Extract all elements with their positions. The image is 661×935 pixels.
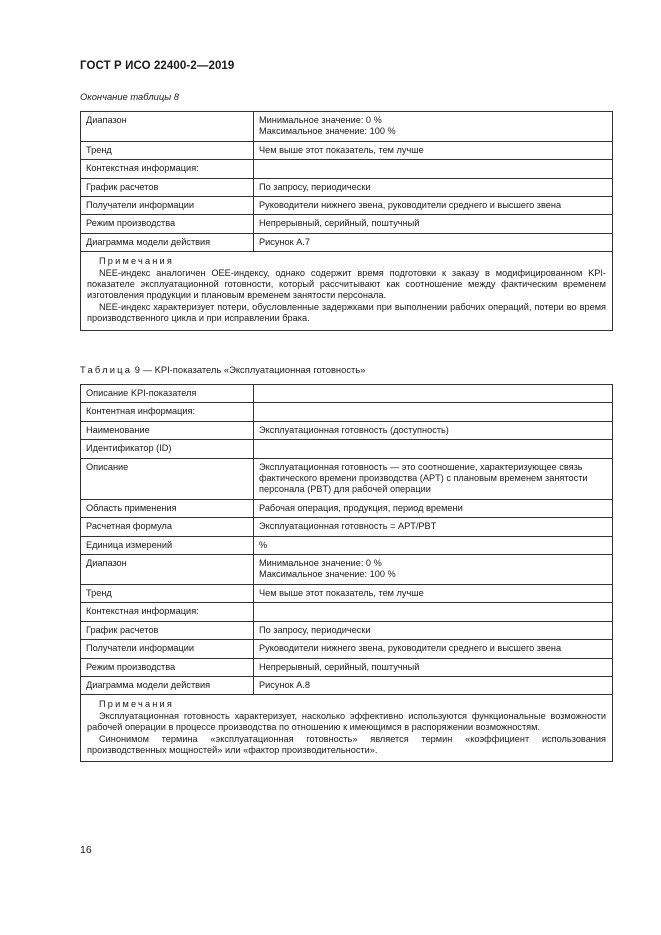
table9-note-title: Примечания (99, 699, 175, 710)
row-value (254, 197, 613, 215)
table-row (81, 233, 613, 251)
row-label: Тренд (81, 141, 254, 159)
row-value (254, 603, 613, 621)
row-label: График расчетов (81, 178, 254, 196)
row-value-line: Чем выше этот показатель, тем лучше (259, 587, 424, 598)
row-value (254, 640, 613, 658)
row-label: Описание (81, 458, 254, 499)
row-label: Идентификатор (ID) (81, 440, 254, 458)
table8-body (81, 112, 613, 252)
table9-caption (80, 364, 365, 375)
table9-note-row (81, 695, 613, 762)
row-value-line (259, 163, 607, 174)
row-value-line: Минимальное значение: 0 % (259, 115, 382, 125)
row-label: Контекстная информация: (81, 603, 254, 621)
table-row (81, 458, 613, 499)
row-value-line: Рисунок А.8 (259, 679, 310, 690)
table9-note-paragraph-1: Эксплуатационная готовность характеризует, насколько эффективно используются функциональные возможности рабочей операции в процессе производства по отношению к имеющимся в распоряжении возможностям. (87, 710, 606, 733)
table8-note-title: Примечания (99, 256, 175, 267)
table8-notes (81, 252, 613, 330)
row-label: Режим производства (81, 658, 254, 676)
row-value-line: Чем выше этот показатель, тем лучше (259, 144, 424, 155)
row-label: Единица измерений (81, 536, 254, 554)
row-value-line: % (259, 539, 268, 550)
row-label: Описание KPI-показателя (81, 385, 254, 403)
row-value (254, 178, 613, 196)
row-value-line: Непрерывный, серийный, поштучный (259, 218, 420, 229)
table-row (81, 676, 613, 694)
table-row (81, 112, 613, 142)
row-value-line: Минимальное значение: 0 % (259, 558, 382, 569)
row-value-line (259, 406, 607, 417)
table9-caption-prefix: Таблица (80, 364, 133, 375)
row-label: Диаграмма модели действия (81, 233, 254, 251)
table-row (81, 518, 613, 536)
table-row (81, 141, 613, 159)
table-row (81, 640, 613, 658)
table-row (81, 658, 613, 676)
row-value (254, 584, 613, 602)
table-row (81, 385, 613, 403)
row-value (254, 112, 613, 142)
table8-note-paragraph-1: NEE-индекс аналогичен OEE-индексу, однако содержит время подготовки к заказу в модифицированном KPI-показателе эксплуатационной готовности, который рассчитывают как соотношение между фактическим временем изготовления продукции и плановым временем занятости персонала. (87, 267, 606, 301)
row-value-line: Рабочая операция, продукция, период времени (259, 502, 463, 513)
row-value-line (259, 388, 607, 399)
row-label: Расчетная формула (81, 518, 254, 536)
row-value-line: Эксплуатационная готовность = APT/PBT (259, 521, 437, 532)
row-value (254, 215, 613, 233)
table9-notes (81, 695, 613, 762)
table-row (81, 499, 613, 517)
row-value-line: Максимальное значение: 100 % (259, 126, 396, 137)
table-row (81, 215, 613, 233)
row-value (254, 555, 613, 585)
table-row (81, 440, 613, 458)
row-value (254, 676, 613, 694)
row-label: Получатели информации (81, 197, 254, 215)
row-label: Диаграмма модели действия (81, 676, 254, 694)
table-row (81, 621, 613, 639)
row-value (254, 658, 613, 676)
row-value (254, 421, 613, 439)
row-value-line: Непрерывный, серийный, поштучный (259, 661, 420, 672)
table-row (81, 584, 613, 602)
row-label: Режим производства (81, 215, 254, 233)
table8-note-paragraph-2: NEE-индекс характеризует потери, обусловленные задержками при выполнении рабочих операций, потери во время производственного цикла и при исправлении брака. (87, 301, 606, 324)
table8-caption: Окончание таблицы 8 (80, 91, 179, 102)
row-label: Область применения (81, 499, 254, 517)
row-label: Диапазон (81, 555, 254, 585)
row-label: Контентная информация: (81, 403, 254, 421)
table8-note-row (81, 252, 613, 330)
row-value (254, 499, 613, 517)
table-row (81, 197, 613, 215)
row-value-line (259, 606, 607, 617)
row-label: Контекстная информация: (81, 160, 254, 178)
row-value-line: Руководители нижнего звена, руководители среднего и высшего звена (259, 643, 562, 654)
table-row (81, 555, 613, 585)
row-label: График расчетов (81, 621, 254, 639)
row-value (254, 440, 613, 458)
row-value (254, 518, 613, 536)
table-row (81, 536, 613, 554)
row-value-line: Руководители нижнего звена, руководители среднего и высшего звена (259, 200, 562, 211)
table9-note-paragraph-2: Синонимом термина «эксплуатационная готовность» является термин «коэффициент использования производственных мощностей» или «фактор производительности». (87, 733, 606, 755)
row-value (254, 621, 613, 639)
table-row (81, 603, 613, 621)
table9-caption-title: 9 — KPI-показатель «Эксплуатационная готовность» (132, 364, 366, 375)
table-9 (80, 384, 613, 762)
row-label: Диапазон (81, 112, 254, 142)
row-value (254, 385, 613, 403)
table-row (81, 178, 613, 196)
table-8 (80, 111, 613, 331)
table-row (81, 403, 613, 421)
row-value (254, 458, 613, 499)
row-value (254, 141, 613, 159)
document-header: ГОСТ Р ИСО 22400-2—2019 (80, 60, 235, 72)
row-value-line: Максимальное значение: 100 % (259, 569, 396, 580)
table-row (81, 421, 613, 439)
row-value-line: Эксплуатационная готовность (доступность) (259, 424, 449, 435)
row-value-line: Эксплуатационная готовность — это соотношение, характеризующее связь фактического времени производства (APT) с плановым временем занятости персонала (PBT) для рабочей операции (259, 461, 588, 495)
table9-body (81, 385, 613, 695)
row-label: Тренд (81, 584, 254, 602)
row-label: Наименование (81, 421, 254, 439)
row-value-line (259, 443, 607, 454)
row-label: Получатели информации (81, 640, 254, 658)
row-value-line: По запросу, периодически (259, 181, 371, 192)
page-number: 16 (80, 844, 92, 856)
row-value (254, 536, 613, 554)
row-value (254, 160, 613, 178)
row-value (254, 233, 613, 251)
row-value-line: По запросу, периодически (259, 624, 371, 635)
row-value-line: Рисунок А.7 (259, 236, 310, 247)
row-value (254, 403, 613, 421)
table-row (81, 160, 613, 178)
